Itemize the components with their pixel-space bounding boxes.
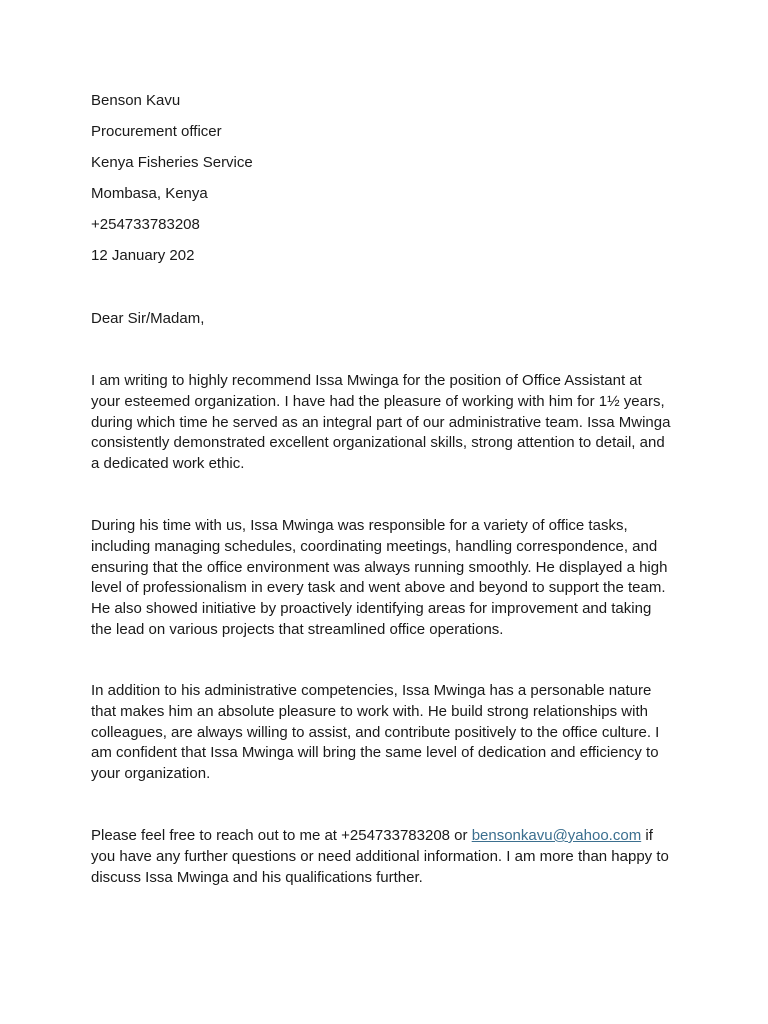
contact-text: Please feel free to reach out to me at +254733783208 or <box>91 827 472 844</box>
paragraph-line: I am writing to highly recommend Issa Mwinga for the position of Office Assistant at <box>91 372 642 389</box>
paragraph-line: the lead on various projects that streamlined office operations. <box>91 620 504 638</box>
paragraph-line: consistently demonstrated excellent organizational skills, strong attention to detail, and <box>91 434 665 452</box>
paragraph-line: that makes him an absolute pleasure to work with. He build strong relationships with <box>91 702 648 720</box>
paragraph-line: your organization. <box>91 765 211 783</box>
paragraph-line: In addition to his administrative competencies, Issa Mwinga has a personable nature <box>91 682 652 699</box>
paragraph-contact <box>91 826 691 888</box>
paragraph-line: He also showed initiative by proactively identifying areas for improvement and taking <box>91 600 652 618</box>
paragraph-line <box>91 826 691 847</box>
paragraph-personal-qualities <box>91 681 691 785</box>
sender-phone: +254733783208 <box>91 216 200 233</box>
sender-name: Benson Kavu <box>91 92 181 109</box>
sender-location: Mombasa, Kenya <box>91 185 208 202</box>
paragraph-line: your esteemed organization. I have had the pleasure of working with him for 1½ years, <box>91 392 665 410</box>
paragraph-line: level of professionalism in every task and went above and beyond to support the team. <box>91 579 666 597</box>
sender-organization: Kenya Fisheries Service <box>91 154 253 171</box>
sender-title: Procurement officer <box>91 123 222 140</box>
paragraph-line: including managing schedules, coordinating meetings, handling correspondence, and <box>91 537 658 555</box>
contact-text-end: if <box>641 827 653 844</box>
letter-date: 12 January 202 <box>91 247 195 264</box>
paragraph-line: you have any further questions or need additional information. I am more than happy to <box>91 847 669 865</box>
paragraph-line: ensuring that the office environment was always running smoothly. He displayed a high <box>91 558 668 576</box>
salutation: Dear Sir/Madam, <box>91 310 205 327</box>
email-link[interactable]: bensonkavu@yahoo.com <box>471 827 642 844</box>
paragraph-line: during which time he served as an integral part of our administrative team. Issa Mwinga <box>91 413 671 431</box>
paragraph-recommendation <box>91 371 691 475</box>
paragraph-line: During his time with us, Issa Mwinga was responsible for a variety of office tasks, <box>91 517 628 534</box>
paragraph-line: discuss Issa Mwinga and his qualifications further. <box>91 868 423 886</box>
paragraph-responsibilities <box>91 516 691 641</box>
paragraph-line: a dedicated work ethic. <box>91 455 245 473</box>
paragraph-line: am confident that Issa Mwinga will bring the same level of dedication and efficiency to <box>91 744 659 762</box>
paragraph-line: colleagues, are always willing to assist, and contribute positively to the office culture. I <box>91 723 660 741</box>
